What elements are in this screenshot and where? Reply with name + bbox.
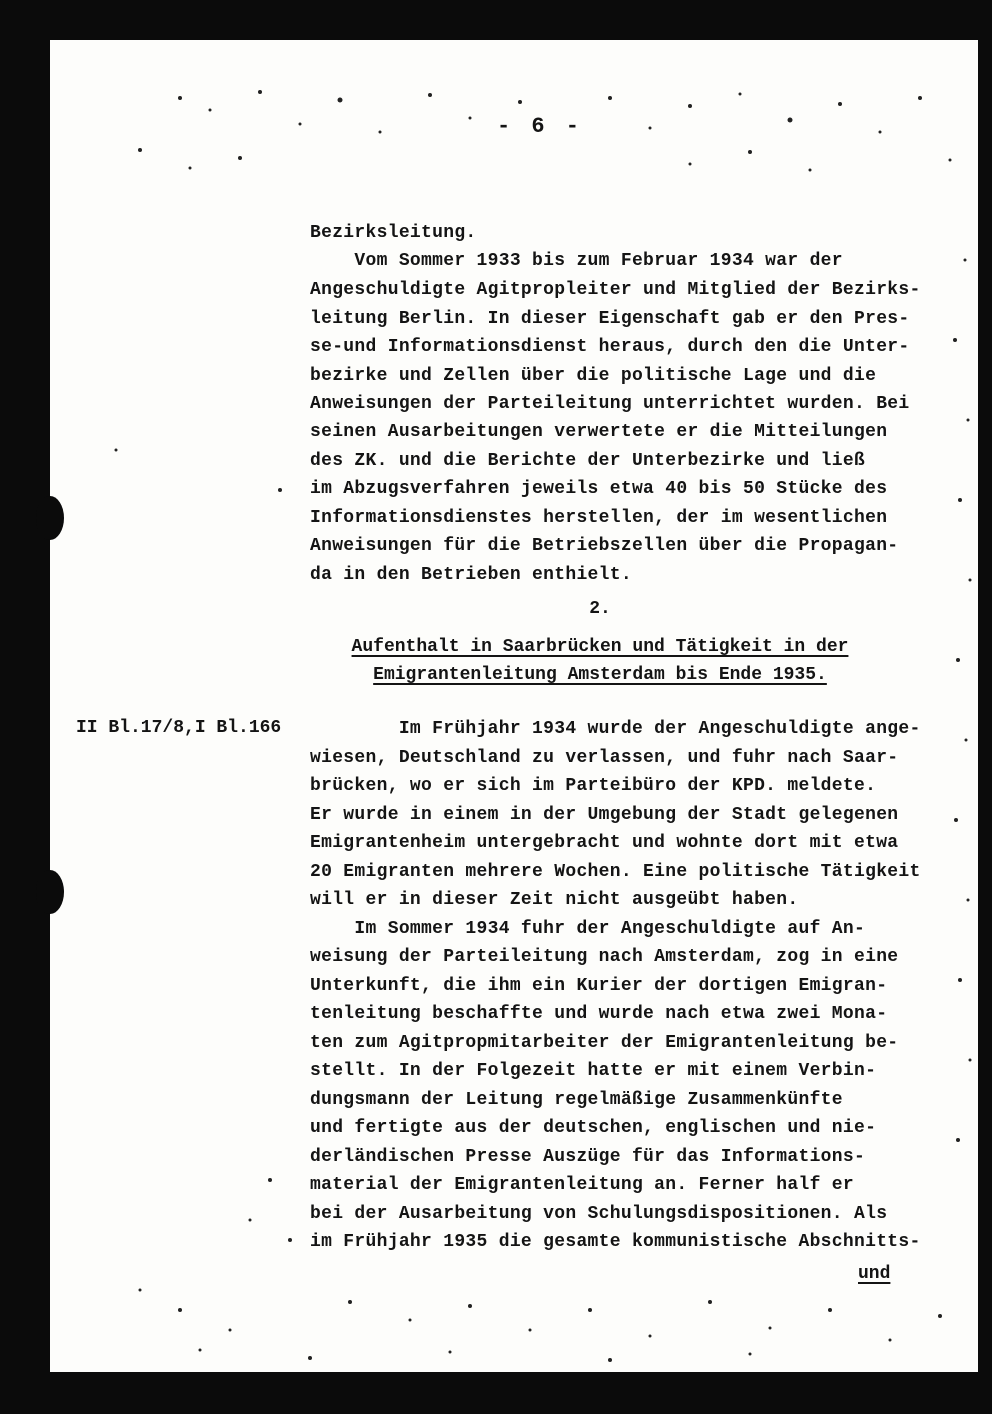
scan-border-left [0,0,50,1414]
text-line: bezirke und Zellen über die politische Lage und die [310,366,877,386]
text-line: wiesen, Deutschland zu verlassen, und fuhr nach Saar- [310,748,899,768]
punch-hole-upper [36,496,64,540]
text-line: da in den Betrieben enthielt. [310,565,632,585]
text-line: seinen Ausarbeitungen verwertete er die Mitteilungen [310,422,888,442]
text-line: Informationsdienstes herstellen, der im wesentlichen [310,508,888,528]
section-heading-line-1: Aufenthalt in Saarbrücken und Tätigkeit in der [351,637,849,657]
text-line: se-und Informationsdienst heraus, durch den die Unter- [310,337,910,357]
text-line: Bezirksleitung. [310,223,477,243]
text-line: tenleitung beschaffte und wurde nach etwa zwei Mona- [310,1004,888,1024]
punch-hole-lower [36,870,64,914]
text-line: Anweisungen für die Betriebszellen über die Propagan- [310,536,899,556]
text-line: derländischen Presse Auszüge für das Informations- [310,1147,866,1167]
text-line: Unterkunft, die ihm ein Kurier der dortigen Emigran- [310,976,888,996]
text-line: Im Frühjahr 1934 wurde der Angeschuldigte ange- [310,719,921,739]
text-line: des ZK. und die Berichte der Unterbezirke und ließ [310,451,866,471]
text-line: und fertigte aus der deutschen, englischen und nie- [310,1118,877,1138]
text-line: weisung der Parteileitung nach Amsterdam, zog in eine [310,947,899,967]
text-line: ten zum Agitpropmitarbeiter der Emigrantenleitung be- [310,1033,899,1053]
text-line: brücken, wo er sich im Parteibüro der KPD. meldete. [310,776,877,796]
text-line: 20 Emigranten mehrere Wochen. Eine politische Tätigkeit [310,862,921,882]
text-line: Angeschuldigte Agitpropleiter und Mitglied der Bezirks- [310,280,921,300]
document-page [50,40,978,1372]
text-line: Anweisungen der Parteileitung unterrichtet wurden. Bei [310,394,910,414]
scan-border-bottom [0,1372,992,1414]
text-line: Er wurde in einem in der Umgebung der Stadt gelegenen [310,805,899,825]
text-line: Vom Sommer 1933 bis zum Februar 1934 war der [310,251,843,271]
page-number: - 6 - [496,114,583,139]
text-line: stellt. In der Folgezeit hatte er mit einem Verbin- [310,1061,877,1081]
section-number: 2. [589,599,611,619]
text-line: leitung Berlin. In dieser Eigenschaft gab er den Pres- [310,309,910,329]
scan-border-top [0,0,992,40]
text-line: dungsmann der Leitung regelmäßige Zusammenkünfte [310,1090,843,1110]
text-line: Im Sommer 1934 fuhr der Angeschuldigte auf An- [310,919,866,939]
margin-reference: II Bl.17/8,I Bl.166 [76,718,282,738]
scan-border-right [978,0,992,1414]
catchword: und [858,1264,891,1284]
text-line: bei der Ausarbeitung von Schulungsdispositionen. Als [310,1204,888,1224]
text-line: material der Emigrantenleitung an. Ferner half er [310,1175,854,1195]
text-line: Emigrantenheim untergebracht und wohnte dort mit etwa [310,833,899,853]
section-heading-line-2: Emigrantenleitung Amsterdam bis Ende 1935. [373,665,827,685]
text-line: im Frühjahr 1935 die gesamte kommunistische Abschnitts- [310,1232,921,1252]
text-line: will er in dieser Zeit nicht ausgeübt haben. [310,890,799,910]
text-line: im Abzugsverfahren jeweils etwa 40 bis 50 Stücke des [310,479,888,499]
